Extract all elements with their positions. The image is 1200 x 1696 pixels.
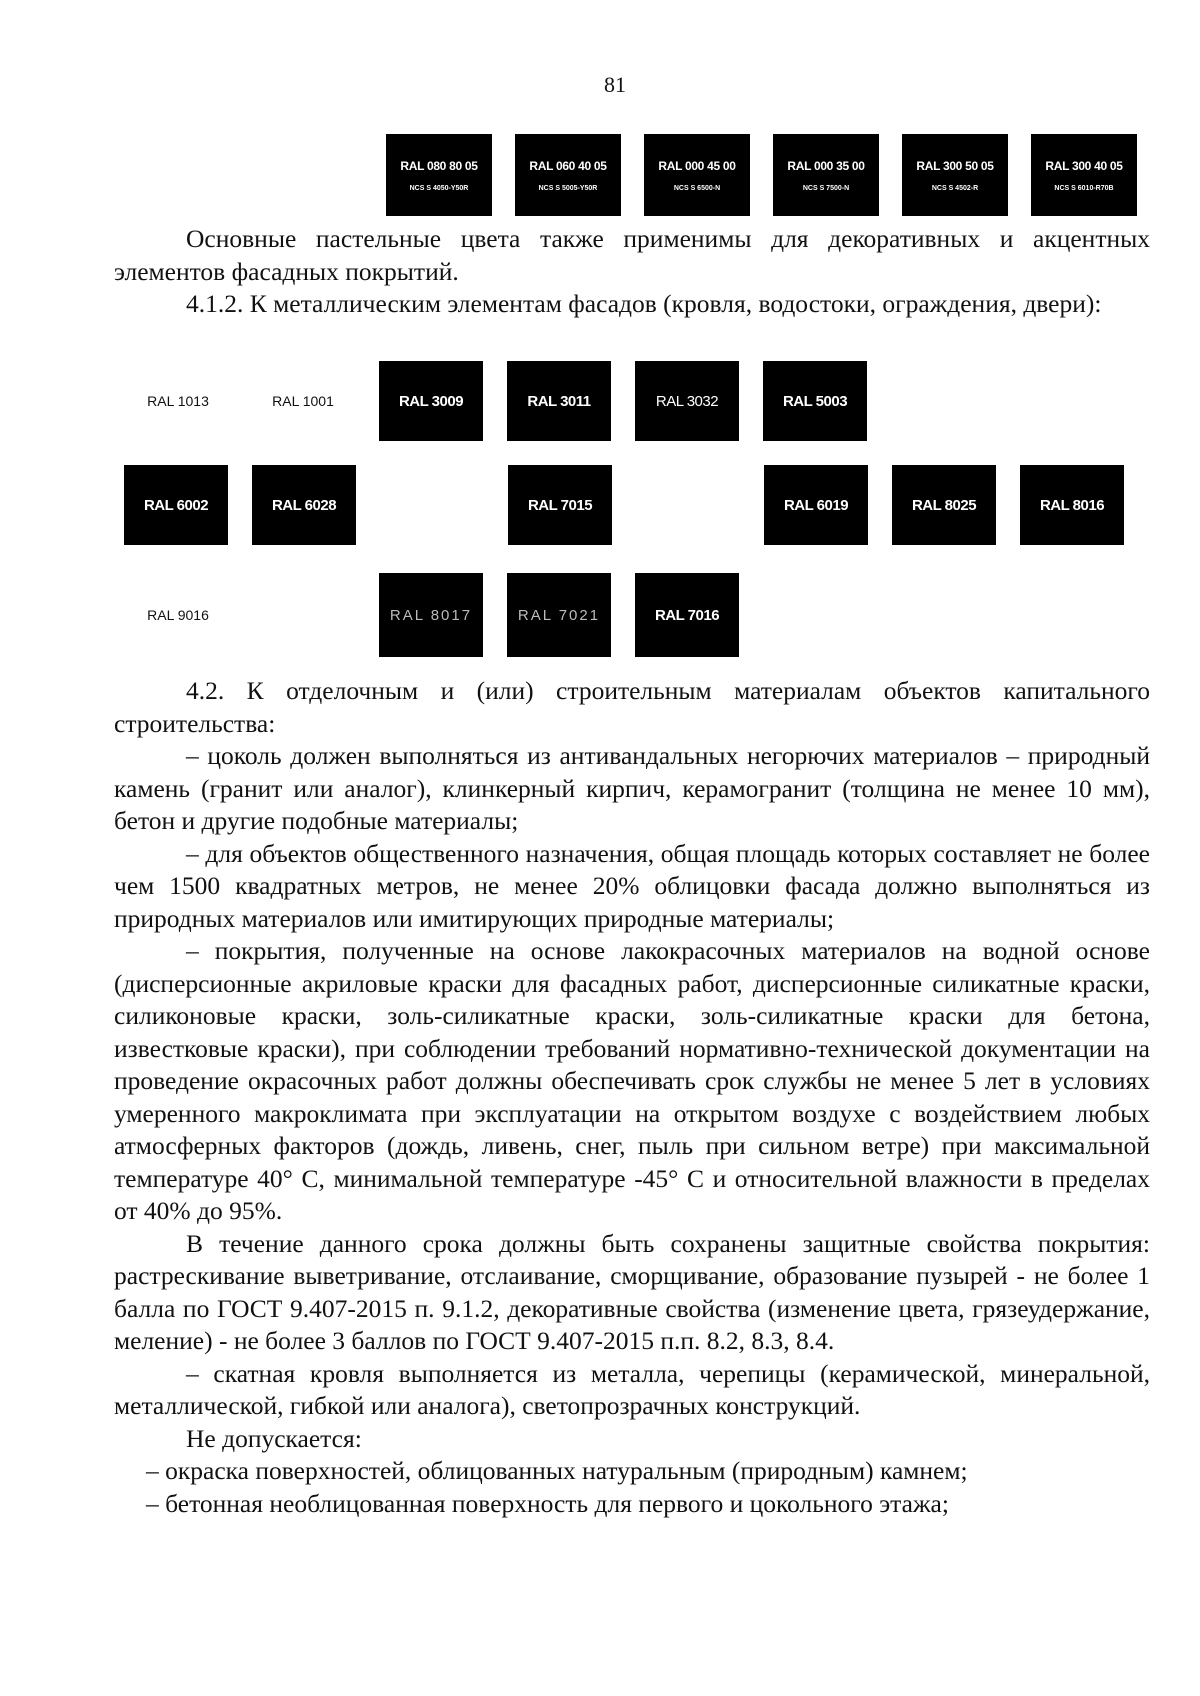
swatch-ral-label: RAL 080 80 05 <box>400 158 478 173</box>
pastel-section <box>114 223 1150 321</box>
swatch-ral-label: RAL 060 40 05 <box>529 158 607 173</box>
term-paragraph: В течение данного срока должны быть сохранены защитные свойства покрытия: растрескивание выветривание, отслаивание, сморщивание, образование пузырей - не более 1 балла по ГОСТ 9.407-2015 п. 9.1.2, декоративные свойства (изменение цвета, грязеудержание, меление) - не более 3 баллов по ГОСТ 9.407-2015 п.п. 8.2, 8.3, 8.4. <box>114 1228 1150 1355</box>
metal-swatch: RAL 8016 <box>1020 465 1124 545</box>
metal-elements-paragraph: 4.1.2. К металлическим элементам фасадов (кровля, водостоки, ограждения, двери): <box>186 289 1102 318</box>
metal-swatch: RAL 6019 <box>764 465 868 545</box>
swatch-ral-label: RAL 000 45 00 <box>658 158 736 173</box>
metal-swatch: RAL 6028 <box>252 465 356 545</box>
swatch-ncs-label: NCS S 7500-N <box>802 184 850 192</box>
metal-swatch: RAL 8017 <box>379 573 483 657</box>
swatch-ncs-label: NCS S 4050-Y50R <box>409 184 469 192</box>
metal-color-label: RAL 1001 <box>272 393 334 409</box>
bullet-no-bare-concrete: – бетонная необлицованная поверхность для первого и цокольного этажа; <box>146 1488 949 1518</box>
top-swatch-5 <box>902 134 1008 216</box>
bullet-no-painting-stone: – окраска поверхностей, облицованных натуральным (природным) камнем; <box>146 1456 968 1485</box>
metal-swatch: RAL 7015 <box>508 465 612 545</box>
bullet-public-objects: – для объектов общественного назначения, общая площадь которых составляет не более чем 1500 квадратных метров, не менее 20% облицовки фасада должно выполняться из природных материалов или имитирующих природные материалы; <box>114 838 1150 933</box>
bullet-plinth: – цоколь должен выполняться из антивандальных негорючих материалов – природный камень (гранит или аналог), клинкерный кирпич, керамогранит (толщина не менее 10 мм), бетон и другие подобные материалы; <box>114 741 1150 835</box>
metal-swatch: RAL 3032 <box>635 361 739 441</box>
metal-swatch: RAL 3011 <box>507 361 611 441</box>
metal-swatch: RAL 3009 <box>379 361 483 441</box>
swatch-ncs-label: NCS S 6500-N <box>673 184 721 192</box>
not-allowed-heading: Не допускается: <box>186 1423 362 1453</box>
metal-swatch: RAL 5003 <box>763 361 867 441</box>
metal-swatch: RAL 8025 <box>892 465 996 545</box>
bullet-coatings: – покрытия, полученные на основе лакокрасочных материалов на водной основе (дисперсионные акриловые краски для фасадных работ, дисперсионные силикатные краски, силиконовые краски, золь-силикатные краски, золь-силикатные краски для бетона, известковые краски), при соблюдении требований нормативно-технической документации на проведение окрасочных работ должны обеспечивать срок службы не менее 5 лет в условиях умеренного макроклимата при эксплуатации на открытом воздухе с воздействием любых атмосферных факторов (дождь, ливень, снег, пыль при сильном ветре) при максимальной температуре 40° С, минимальной температуре -45° С и относительной влажности в пределах от 40% до 95%. <box>114 936 1150 1225</box>
page-number: 81 <box>604 72 626 97</box>
top-swatch-2 <box>515 134 621 216</box>
swatch-ncs-label: NCS S 5005-Y50R <box>538 184 598 192</box>
swatch-ral-label: RAL 000 35 00 <box>787 158 865 173</box>
section-4-2: 4.2. К отделочным и (или) строительным материалам объектов капитального строительства: <box>114 676 1150 738</box>
top-swatch-1 <box>386 134 492 216</box>
bullet-roof: – скатная кровля выполняется из металла, черепицы (керамической, минеральной, металлической, гибкой или аналога), светопрозрачных конструкций. <box>114 1358 1150 1420</box>
metal-swatch: RAL 7016 <box>635 573 739 657</box>
body-text <box>114 675 1150 1520</box>
swatch-ral-label: RAL 300 40 05 <box>1045 158 1123 173</box>
metal-color-label: RAL 9016 <box>147 607 209 623</box>
swatch-ral-label: RAL 300 50 05 <box>916 158 994 173</box>
top-swatch-4 <box>773 134 879 216</box>
top-swatch-3 <box>644 134 750 216</box>
swatch-ncs-label: NCS S 6010-R70B <box>1054 184 1114 192</box>
metal-swatch: RAL 7021 <box>507 573 611 657</box>
metal-color-label: RAL 1013 <box>147 393 209 409</box>
pastel-paragraph: Основные пастельные цвета также применимы для декоративных и акцентных элементов фасадных покрытий. <box>114 224 1150 286</box>
top-swatch-6 <box>1031 134 1137 216</box>
swatch-ncs-label: NCS S 4502-R <box>931 184 979 192</box>
metal-swatch: RAL 6002 <box>124 465 228 545</box>
